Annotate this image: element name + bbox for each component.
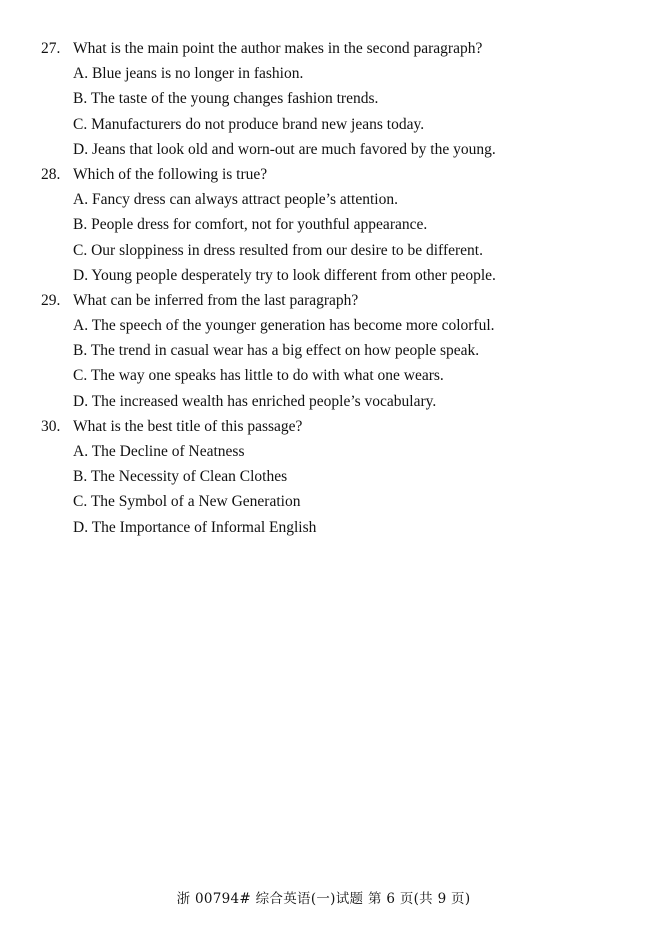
option-text: Blue jeans is no longer in fashion. bbox=[91, 65, 304, 83]
option-letter: B. bbox=[73, 90, 88, 108]
option-letter: D. bbox=[73, 518, 89, 536]
question-stem bbox=[0, 162, 647, 187]
option-b bbox=[0, 464, 647, 489]
option-d bbox=[0, 263, 647, 288]
page-footer: 浙 00794# 综合英语(一)试题 第 6 页(共 9 页) bbox=[176, 891, 471, 907]
option-text: The Necessity of Clean Clothes bbox=[90, 468, 288, 486]
option-text: People dress for comfort, not for youthful appearance. bbox=[91, 216, 428, 234]
option-letter: A. bbox=[73, 443, 89, 460]
question-number: 29. bbox=[41, 291, 61, 309]
option-d bbox=[0, 515, 647, 540]
option-letter: A. bbox=[73, 191, 89, 209]
question-text: What can be inferred from the last paragraph? bbox=[73, 291, 359, 309]
option-text: Fancy dress can always attract people’s attention. bbox=[91, 191, 398, 209]
question-number: 30. bbox=[41, 417, 61, 435]
option-a bbox=[0, 61, 647, 86]
option-d bbox=[0, 137, 647, 162]
option-letter: B. bbox=[73, 468, 88, 486]
question-28 bbox=[0, 162, 647, 288]
option-text: The speech of the younger generation has become more colorful. bbox=[91, 317, 495, 335]
option-c bbox=[0, 489, 647, 514]
question-number: 28. bbox=[41, 165, 61, 183]
question-text: What is the main point the author makes in the second paragraph? bbox=[73, 40, 483, 57]
option-text: The Symbol of a New Generation bbox=[90, 493, 301, 511]
option-text: The Importance of Informal English bbox=[91, 518, 317, 536]
option-b bbox=[0, 86, 647, 111]
option-letter: D. bbox=[73, 392, 89, 410]
option-d bbox=[0, 389, 647, 414]
option-text: Young people desperately try to look different from other people. bbox=[91, 266, 496, 284]
option-letter: C. bbox=[73, 115, 88, 133]
option-text: Jeans that look old and worn-out are much favored by the young. bbox=[91, 140, 496, 158]
option-letter: C. bbox=[73, 367, 88, 385]
option-b bbox=[0, 338, 647, 363]
question-stem bbox=[0, 36, 647, 61]
option-text: Manufacturers do not produce brand new jeans today. bbox=[91, 115, 425, 133]
question-list bbox=[0, 36, 647, 540]
question-stem bbox=[0, 414, 647, 439]
option-text: The way one speaks has little to do with what one wears. bbox=[90, 367, 444, 385]
question-stem bbox=[0, 288, 647, 313]
option-letter: D. bbox=[73, 266, 89, 284]
option-text: The increased wealth has enriched people’s vocabulary. bbox=[91, 392, 437, 410]
option-letter: D. bbox=[73, 140, 89, 158]
option-c bbox=[0, 112, 647, 137]
question-27 bbox=[0, 36, 647, 162]
option-letter: A. bbox=[73, 317, 89, 335]
option-letter: C. bbox=[73, 241, 88, 259]
option-letter: C. bbox=[73, 493, 88, 511]
option-text: The trend in casual wear has a big effect on how people speak. bbox=[90, 342, 480, 360]
option-text: The taste of the young changes fashion trends. bbox=[90, 90, 379, 108]
option-b bbox=[0, 212, 647, 237]
question-text: What is the best title of this passage? bbox=[73, 417, 303, 435]
option-a bbox=[0, 439, 647, 464]
question-number: 27. bbox=[41, 40, 61, 57]
option-text: Our sloppiness in dress resulted from our desire to be different. bbox=[91, 241, 483, 259]
option-text: The Decline of Neatness bbox=[91, 443, 245, 460]
option-a bbox=[0, 313, 647, 338]
option-letter: A. bbox=[73, 65, 89, 83]
question-29 bbox=[0, 288, 647, 414]
option-letter: B. bbox=[73, 216, 88, 234]
question-30 bbox=[0, 414, 647, 540]
question-text: Which of the following is true? bbox=[73, 165, 268, 183]
option-c bbox=[0, 363, 647, 388]
option-c bbox=[0, 238, 647, 263]
option-letter: B. bbox=[73, 342, 88, 360]
option-a bbox=[0, 187, 647, 212]
